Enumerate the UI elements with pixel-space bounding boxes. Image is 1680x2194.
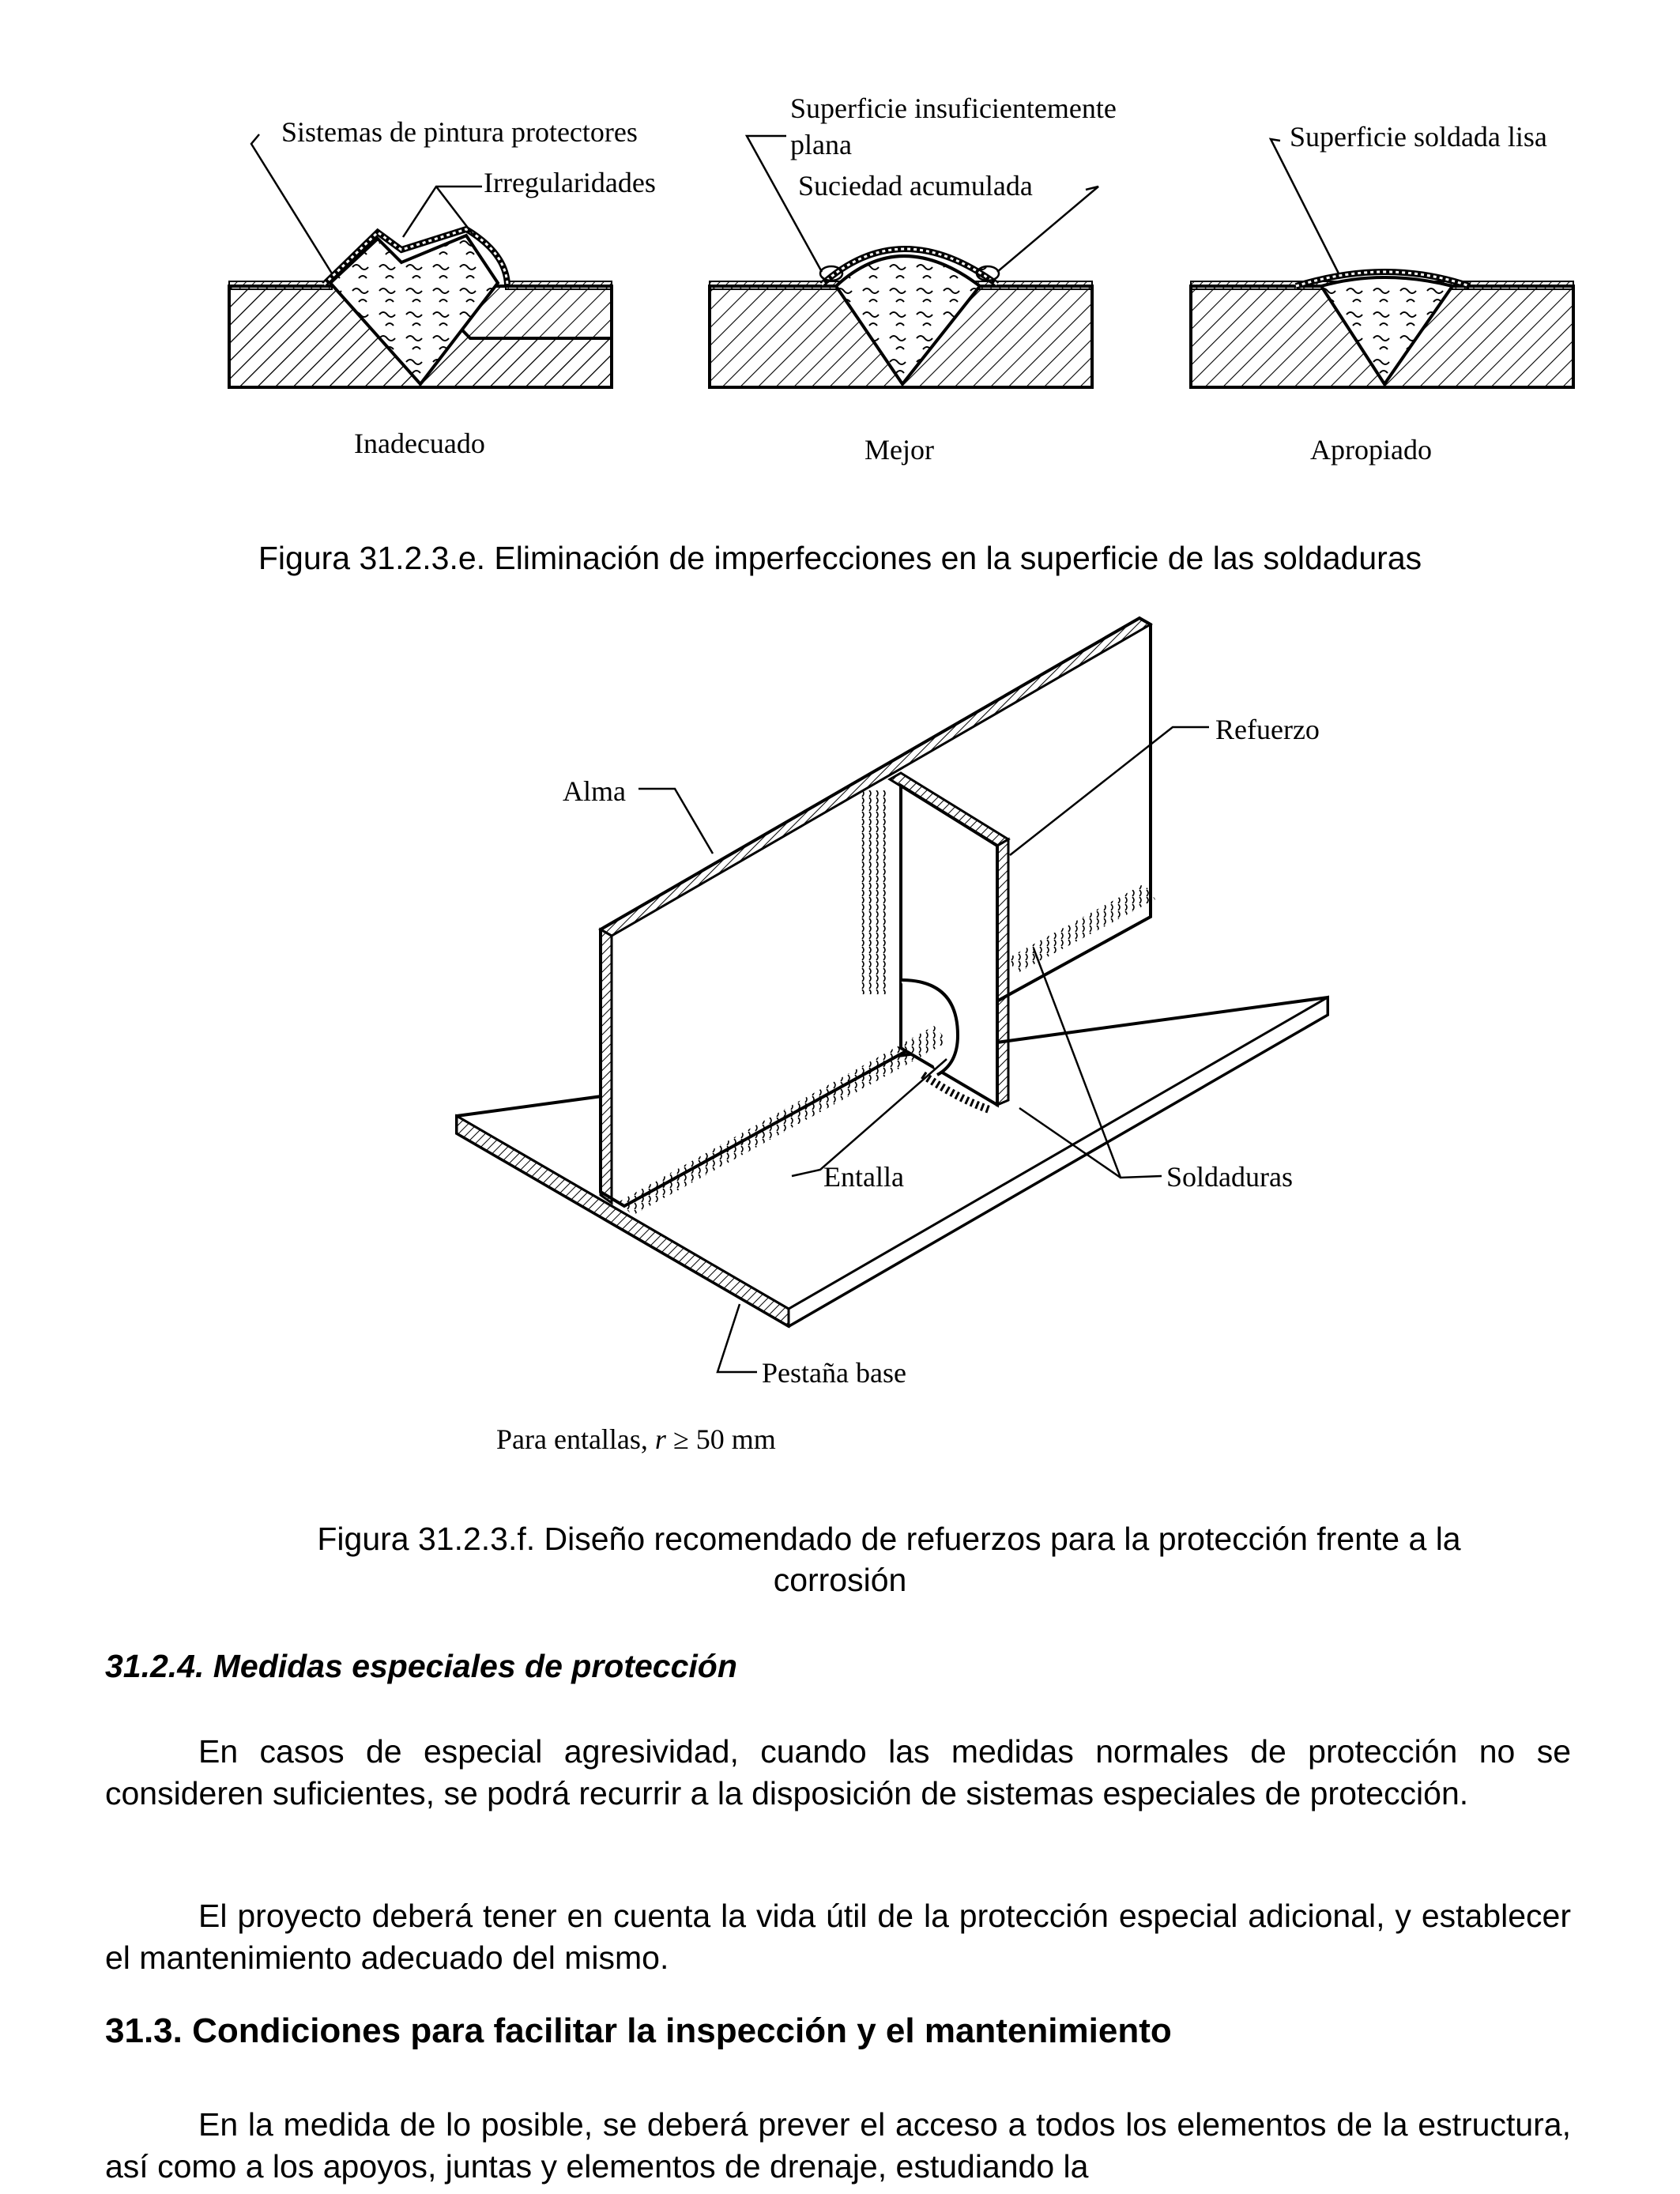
label-refuerzo: Refuerzo	[1215, 714, 1320, 745]
figure-f-caption-line-2: corrosión	[773, 1562, 907, 1598]
panel-label-inadecuado: Inadecuado	[354, 428, 485, 459]
label-irregularities: Irregularidades	[484, 167, 656, 198]
label-entalla: Entalla	[823, 1161, 904, 1193]
label-pestana-base: Pestaña base	[762, 1357, 906, 1389]
paragraph: El proyecto deberá tener en cuenta la vida útil de la protección especial adicional, y establecer el mantenimiento adecuado del mismo.	[105, 1898, 1571, 1976]
weld-panel-apropiado	[1191, 139, 1573, 387]
paragraph: En casos de especial agresividad, cuando las medidas normales de protección no se consideren suficientes, se podrá recurrir a la disposición de sistemas especiales de protección.	[105, 1733, 1571, 1811]
label-paint-systems: Sistemas de pintura protectores	[281, 116, 638, 148]
stiffener-drawing	[457, 618, 1328, 1372]
section-heading-31-2-4: 31.2.4. Medidas especiales de protección	[105, 1648, 737, 1684]
section-heading-31-3: 31.3. Condiciones para facilitar la inspección y el mantenimiento	[105, 2011, 1172, 2050]
notch-radius-note: Para entallas, r ≥ 50 mm	[496, 1423, 776, 1455]
label-alma: Alma	[563, 775, 626, 807]
figure-e-caption: Figura 31.2.3.e. Eliminación de imperfecciones en la superficie de las soldaduras	[258, 540, 1422, 576]
label-dirt: Suciedad acumulada	[798, 170, 1033, 202]
figure-f-caption-line-1: Figura 31.2.3.f. Diseño recomendado de refuerzos para la protección frente a la	[317, 1521, 1461, 1557]
panel-label-mejor: Mejor	[864, 434, 934, 466]
panel-label-apropiado: Apropiado	[1310, 434, 1432, 466]
label-flat-surface-2: plana	[790, 129, 852, 160]
label-smooth-surface: Superficie soldada lisa	[1290, 121, 1547, 153]
label-flat-surface-1: Superficie insuficientemente	[790, 92, 1117, 124]
paragraph: En la medida de lo posible, se deberá prever el acceso a todos los elementos de la estructura, así como a los apoyos, juntas y elementos de drenaje, estudiando la	[105, 2106, 1571, 2185]
label-soldaduras: Soldaduras	[1166, 1161, 1293, 1193]
